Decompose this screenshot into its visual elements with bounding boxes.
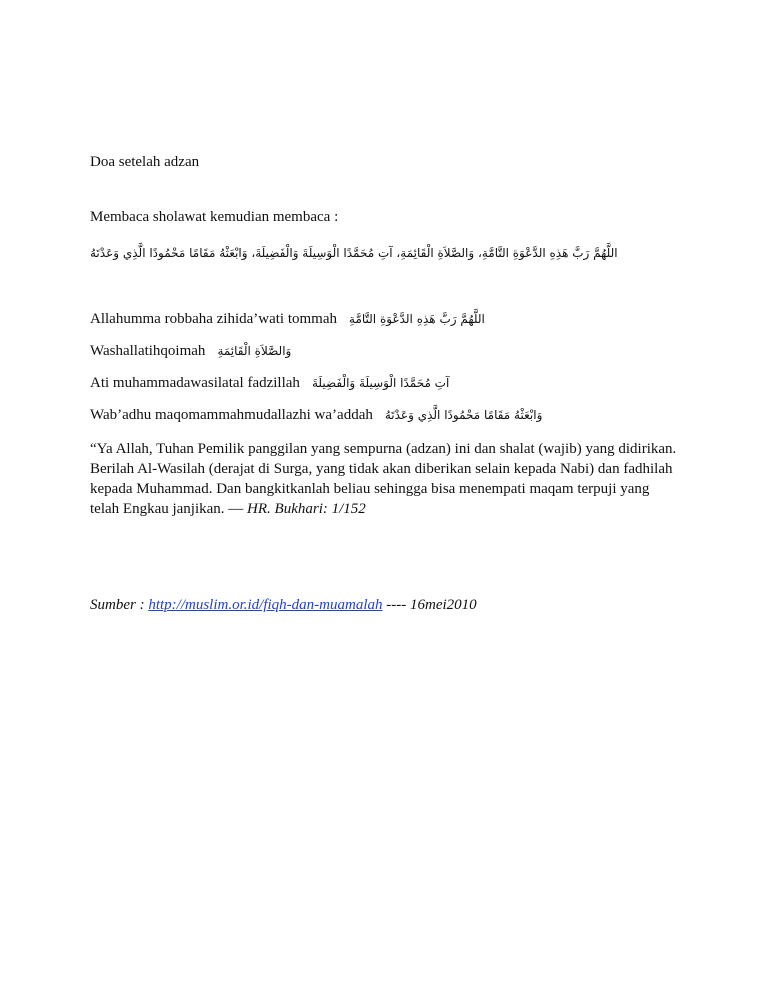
source-separator: ---- [382,597,410,613]
transliteration-row-4 [90,405,542,425]
arabic-full-text: اللَّهُمَّ رَبَّ هَذِهِ الدَّعْوَةِ التَّامَّةِ، وَالصَّلاَةِ الْقَائِمَةِ، آتِ مُحَمَّدًا الْوَسِيلَةَ وَالْفَضِيلَةَ، وَابْعَثْهُ مَقَامًا مَحْمُودًا الَّذِي وَعَدْتَهُ [90,245,618,260]
source-link[interactable]: http://muslim.or.id/fiqh-dan-muamalah [148,597,383,613]
arabic-full-line [90,242,678,263]
source-date: 16mei2010 [409,597,477,613]
citation-text: HR. Bukhari: 1/152 [247,501,366,517]
translation-text: “Ya Allah, Tuhan Pemilik panggilan yang sempurna (adzan) ini dan shalat (wajib) yang didirikan. Berilah Al-Wasilah (derajat di Surga, yang tidak akan diberikan selain kepada Nabi) dan fadhilah kepada Muhammad. Dan bangkitkanlah beliau sehingga bisa menempati maqam terpuji yang telah Engkau janjikan. — [90,441,677,517]
arabic-text: اللَّهُمَّ رَبَّ هَذِهِ الدَّعْوَةِ التَّامَّةِ [349,312,485,326]
source-prefix: Sumber : [90,597,149,613]
document-title: Doa setelah adzan [90,154,200,170]
translation-paragraph [90,439,680,519]
latin-text: Washallatihqoimah [90,343,206,359]
latin-text: Wab’adhu maqomammahmudallazhi wa’addah [90,407,373,423]
transliteration-row-1 [90,309,485,329]
transliteration-row-3 [90,373,449,393]
arabic-text: وَالصَّلاَةِ الْقَائِمَةِ [217,344,292,358]
intro-text: Membaca sholawat kemudian membaca : [90,209,339,225]
latin-text: Allahumma robbaha zihida’wati tommah [90,311,338,327]
arabic-text: آتِ مُحَمَّدًا الْوَسِيلَةَ وَالْفَضِيلَةَ [311,376,450,390]
latin-text: Ati muhammadawasilatal fadzillah [90,375,300,391]
transliteration-row-2 [90,341,291,361]
arabic-text: وَابْعَثْهُ مَقَامًا مَحْمُودًا الَّذِي وَعَدْتَهُ [384,408,543,422]
source-line [90,595,477,615]
